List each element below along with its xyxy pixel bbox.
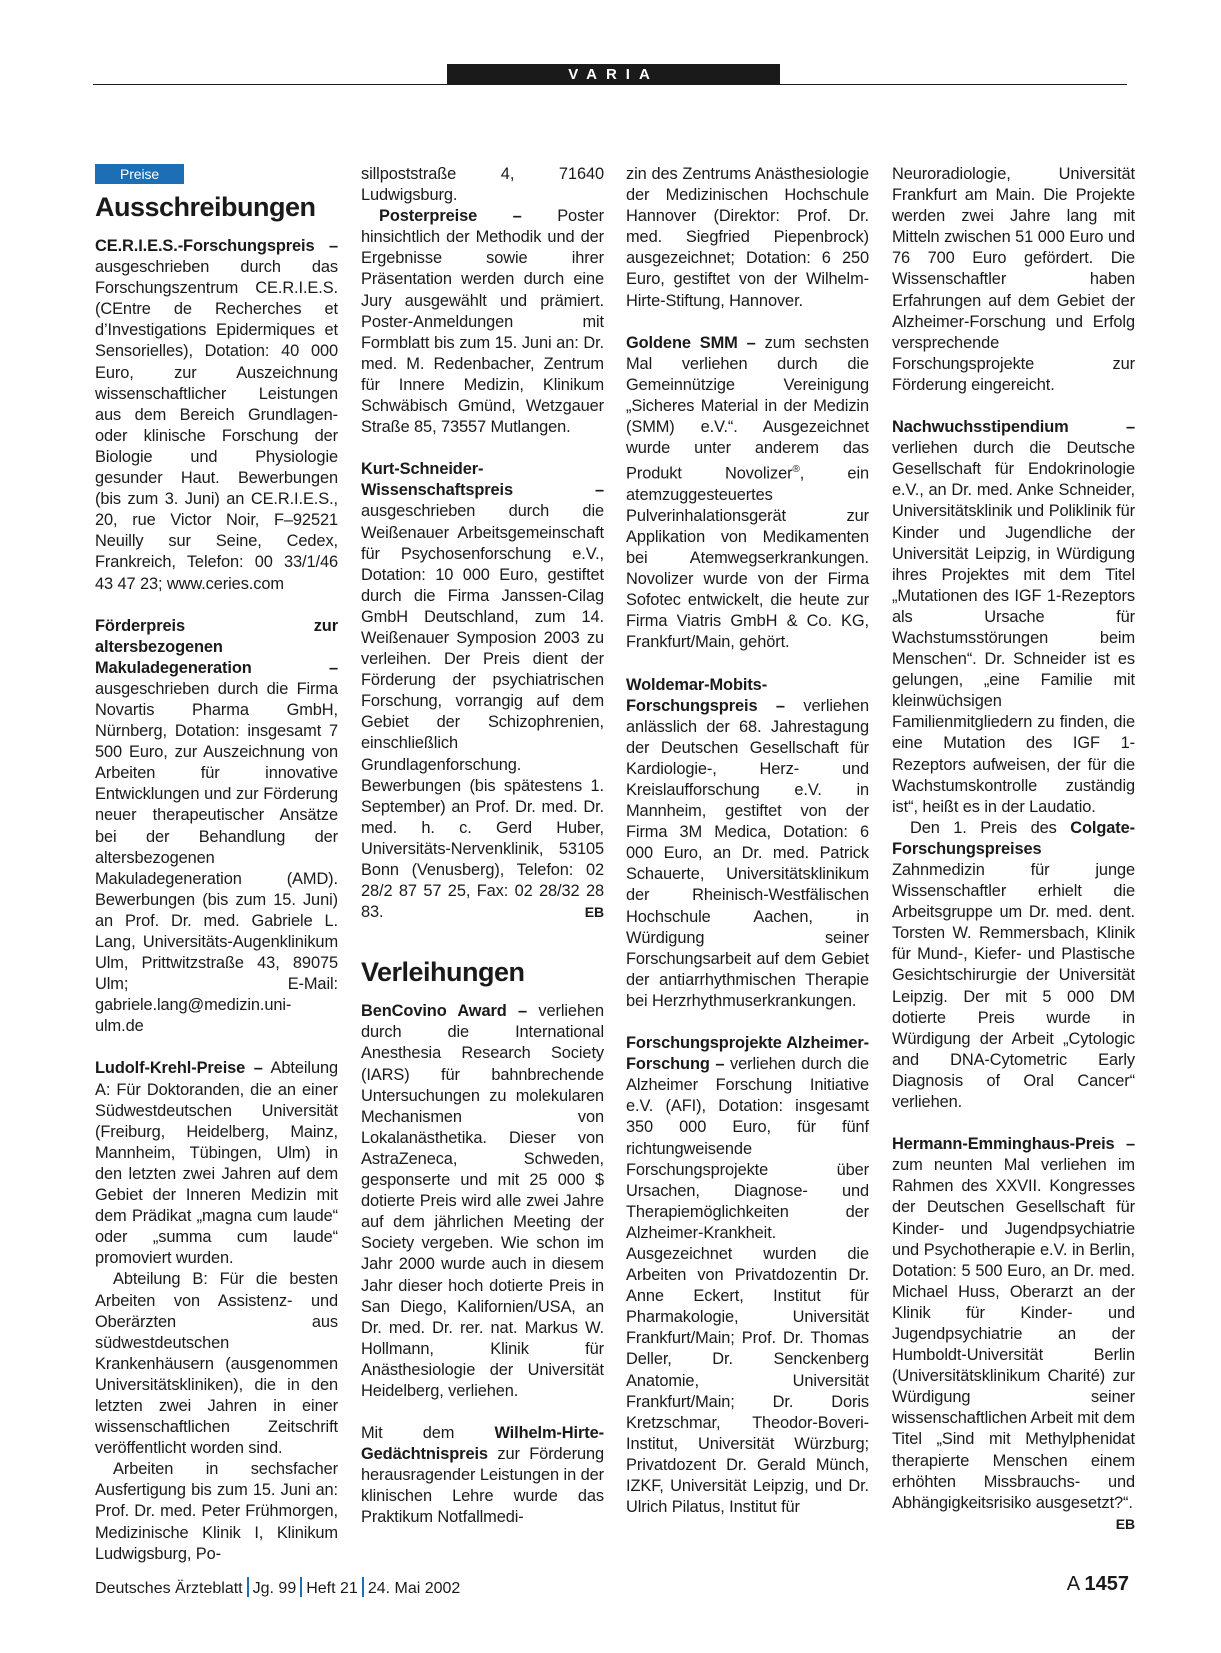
entry-ludolf-krehl-submission: Arbeiten in sechsfacher Ausfertigung bis zum 15. Juni an: Prof. Dr. med. Peter Frühmorgen, Medizinische Klinik I, Klinikum Ludwigsburg, Po-: [95, 1460, 338, 1563]
footer-separator: [247, 1577, 249, 1597]
entry-alzheimer-cont: Neuroradiologie, Universität Frankfurt am Main. Die Projekte werden zwei Jahre lang mit Mitteln zwischen 51 000 Euro und 76 700 Euro gefördert. Die Wissenschaftler haben Erfahrungen auf dem Gebiet der Alzheimer-Forschung und Erfolg versprechende Forschungsprojekte zur Förderung eingereicht.: [892, 165, 1135, 394]
entry-goldene-smm: Goldene SMM – zum sechsten Mal verliehen durch die Gemeinnützige Vereinigung „Sicheres Material in der Medizin (SMM) e.V.“. Ausgezeichnet wurde unter anderem das Produkt Novolizer®, ein atemzuggesteuertes Pulverinhalationsgerät zur Applikation von Medikamenten bei Atemwegserkrankungen. Novolizer wurde von der Firma Sofotec entwickelt, die heute zur Firma Viatris GmbH & Co. KG, Frankfurt/Main, gehört.: [626, 333, 869, 652]
entry-kurt-schneider: Kurt-Schneider-Wissenschaftspreis – ausgeschrieben durch die Weißenauer Arbeitsgemeinschaft für Psychosenforschung e.V., Dotation: 10 000 Euro, gestiftet durch die Firma Janssen-Cilag GmbH Deutschland, zum 14. Weißenauer Symposion 2003 zu verleihen. Der Preis dient der Förderung der psychiatrischen Forschung, vorrangig auf dem Gebiet der Schizophrenien, einschließlich Grundlagenforschung. Bewerbungen (bis spätestens 1. September) an Prof. Dr. med. Dr. med. h. c. Gerd Huber, Universitäts-Nervenklinik, 53105 Bonn (Venusberg), Telefon: 02 28/2 87 57 25, Fax: 02 28/32 28 83. EB: [361, 459, 604, 923]
entry-woldemar-mobits: Woldemar-Mobits-Forschungspreis – verliehen anlässlich der 68. Jahrestagung der Deutschen Gesellschaft für Kardiologie-, Herz- und Kreislaufforschung e.V. in Mannheim, gestiftet von der Firma 3M Medica, Dotation: 6 000 Euro, an Dr. med. Patrick Schauerte, Universitätsklinikum der Rheinisch-Westfälischen Hochschule Aachen, in Würdigung seiner Forschungsarbeit auf dem Gebiet der antiarrhythmischen Therapie bei Herzrhythmuserkrankungen.: [626, 675, 869, 1010]
heading-ausschreibungen: Ausschreibungen: [95, 192, 316, 222]
journal-name: Deutsches Ärzteblatt: [95, 1580, 243, 1597]
entry-wilhelm-hirte-cont: zin des Zentrums Anästhesiologie der Medizinischen Hochschule Hannover (Direktor: Prof. Dr. med. Siegfried Piepenbrock) ausgezeichnet; Dotation: 6 250 Euro, gestiftet von der Wilhelm-Hirte-Stiftung, Hannover.: [626, 165, 869, 310]
entry-nachwuchsstipendium: Nachwuchsstipendium – verliehen durch die Deutsche Gesellschaft für Endokrinologie e.V., an Dr. med. Anke Schneider, Universitätsklinik und Poliklinik für Kinder und Jugendliche der Universität Leipzig, in Würdigung ihres Projektes mit dem Titel „Mutationen des IGF 1-Rezeptors als Ursache für Wachstumsstörungen beim Menschen“. Dr. Schneider ist es gelungen, „eine Familie mit kleinwüchsigen Familienmitgliedern zu finden, die eine Mutation des IGF 1-Rezeptors aufweisen, der für die Wachstumskontrolle zuständig ist“, heißt es in der Laudatio.: [892, 418, 1135, 816]
heading-verleihungen: Verleihungen: [361, 957, 525, 988]
entry-ceries: CE.R.I.E.S.-Forschungspreis – ausgeschrieben durch das Forschungszentrum CE.R.I.E.S. (CEntre de Recherches et d’Investigations Epidermiques et Sensorielles), Dotation: 40 000 Euro, zur Auszeichnung wissenschaftlicher Leistungen aus dem Bereich Grundlagen- oder klinische Forschung der Biologie und Physiologie gesunder Haut. Bewerbungen (bis zum 3. Juni) an CE.R.I.E.S., 20, rue Victor Noir, F–92521 Neuilly sur Seine, Cedex, Frankreich, Telefon: 00 33/1/46 43 47 23; www.ceries.com: [95, 237, 338, 593]
author-initials: EB: [584, 904, 604, 921]
column-3: [626, 164, 869, 1518]
column-1: [95, 164, 338, 1565]
footer-separator: [362, 1577, 364, 1597]
journal-volume: Jg. 99: [252, 1580, 297, 1597]
page-footer: [95, 1577, 460, 1598]
entry-emminghaus: Hermann-Emminghaus-Preis – zum neunten Mal verliehen im Rahmen des XXVII. Kongresses der Deutschen Gesellschaft für Kinder- und Jugendpsychiatrie und Psychotherapie e.V. in Berlin, Dotation: 5 500 Euro, an Dr. med. Michael Huss, Oberarzt an der Klinik für Kinder- und Jugendpsychiatrie an der Humboldt-Universität Berlin (Universitätsklinikum Charité) zur Würdigung seiner wissenschaftlichen Arbeit mit dem Titel „Sind mit Methylphenidat therapierte Menschen einem erhöhten Missbrauchs- und Abhängigkeitsrisiko ausgesetzt?“. EB: [892, 1134, 1135, 1514]
section-header: VARIA: [447, 64, 780, 85]
category-tag: Preise: [95, 164, 184, 184]
entry-colgate: Den 1. Preis des Colgate-Forschungspreises Zahnmedizin für junge Wissenschaftler erhielt die Arbeitsgruppe um Dr. med. dent. Torsten W. Remmersbach, Klinik für Mund-, Kiefer- und Plastische Gesichtschirurgie der Universität Leipzig. Der mit 5 000 DM dotierte Preis wurde in Würdigung der Arbeit „Cytologic and DNA-Cytometric Early Diagnosis of Oral Cancer“ verliehen.: [892, 818, 1135, 1112]
entry-posterpreise: Posterpreise – Poster hinsichtlich der Methodik und der Ergebnisse sowie ihrer Präsentation werden durch eine Jury ausgewählt und prämiert. Poster-Anmeldungen mit Formblatt bis zum 15. Juni an: Dr. med. M. Redenbacher, Zentrum für Innere Medizin, Klinikum Schwäbisch Gmünd, Wetzgauer Straße 85, 73557 Mutlangen.: [361, 207, 604, 437]
column-4: [892, 164, 1135, 1535]
page-number: A 1457: [1066, 1573, 1129, 1595]
entry-wilhelm-hirte: Mit dem Wilhelm-Hirte-Gedächtnispreis zur Förderung herausragender Leistungen in der klinischen Lehre wurde das Praktikum Notfallmedi-: [361, 1424, 604, 1527]
column-2: [361, 164, 604, 1529]
author-initials: EB: [1115, 1515, 1135, 1532]
entry-bencovino: BenCovino Award – verliehen durch die International Anesthesia Research Society (IARS) für bahnbrechende Untersuchungen zu molekularen Mechanismen von Lokalanästhetika. Dieser von AstraZeneca, Schweden, gesponserte und mit 25 000 $ dotierte Preis wird alle zwei Jahre auf dem jährlichen Meeting der Society vergeben. Wie schon im Jahr 2000 wurde auch in diesem Jahr dieser hoch dotierte Preis in San Diego, Kalifornien/USA, an Dr. med. Dr. rer. nat. Markus W. Hollmann, Klinik für Anästhesiologie der Universität Heidelberg, verliehen.: [361, 1002, 604, 1400]
entry-ludolf-krehl-b: Abteilung B: Für die besten Arbeiten von Assistenz- und Oberärzten aus südwestdeutschen Krankenhäusern (ausgenommen Universitätskliniken), die in den letzten zwei Jahren in einer wissenschaftlichen Zeitschrift veröffentlicht worden sind.: [95, 1270, 338, 1458]
journal-issue: Heft 21: [306, 1580, 358, 1597]
footer-separator: [300, 1577, 302, 1597]
entry-makuladegeneration: Förderpreis zur altersbezogenen Makuladegeneration – ausgeschrieben durch die Firma Novartis Pharma GmbH, Nürnberg, Dotation: insgesamt 7 500 Euro, zur Auszeichnung von Arbeiten für innovative Entwicklungen und zur Förderung neuer therapeutischer Ansätze bei der Behandlung der altersbezogenen Makuladegeneration (AMD). Bewerbungen (bis zum 15. Juni) an Prof. Dr. med. Gabriele L. Lang, Universitäts-Augenklinikum Ulm, Prittwitzstraße 43, 89075 Ulm; E-Mail: gabriele.lang@medizin.uni-ulm.de: [95, 616, 338, 1036]
entry-alzheimer: Forschungsprojekte Alzheimer-Forschung – verliehen durch die Alzheimer Forschung Initiative e.V. (AFI), Dotation: insgesamt 350 000 Euro, für fünf richtungweisende Forschungsprojekte über Ursachen, Diagnose- und Therapiemöglichkeiten der Alzheimer-Krankheit. Ausgezeichnet wurden die Arbeiten von Privatdozentin Dr. Anne Eckert, Institut für Pharmakologie, Universität Frankfurt/Main; Prof. Dr. Thomas Deller, Dr. Senckenberg Anatomie, Universität Frankfurt/Main; Dr. Doris Kretzschmar, Theodor-Boveri-Institut, Universität Würzburg; Privatdozent Dr. Gerald Münch, IZKF, Universität Leipzig, und Dr. Ulrich Pilatus, Institut für: [626, 1034, 869, 1517]
entry-address-cont: sillpoststraße 4, 71640 Ludwigsburg.: [361, 165, 604, 205]
journal-date: 24. Mai 2002: [367, 1580, 461, 1597]
entry-ludolf-krehl: Ludolf-Krehl-Preise – Abteilung A: Für Doktoranden, die an einer Südwestdeutschen Universität (Freiburg, Heidelberg, Mainz, Mannheim, Tübingen, Ulm) in den letzten zwei Jahren auf dem Gebiet der Inneren Medizin mit dem Prädikat „magna cum laude“ oder „summa cum laude“ promoviert wurden.: [95, 1059, 338, 1268]
